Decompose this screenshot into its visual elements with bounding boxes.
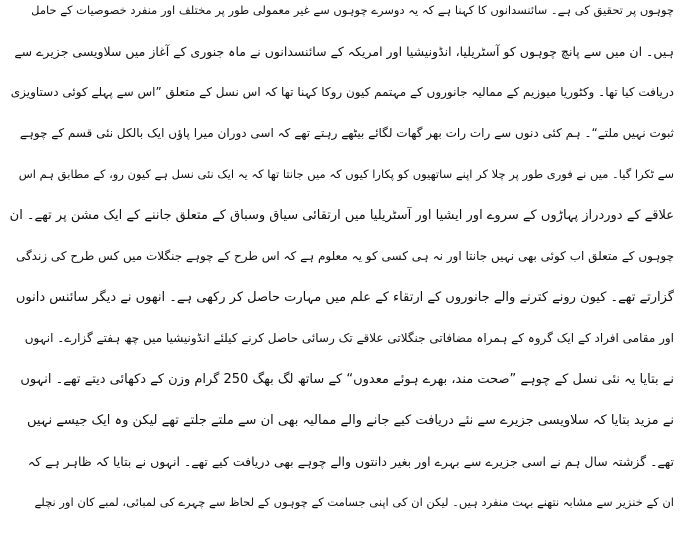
article-line-10: نے بتایا یہ نئی نسل کے چوہے ”صحت مند، بھرے ہوئے معدوں“ کے ساتھ لگ بھگ 250 گرام وزن کے دکھائی دیتے تھے۔ انہوں xyxy=(20,372,674,387)
article-line-13: ان کے خنزیر سے مشابہ نتھنے بہت منفرد ہیں۔ لیکن ان کی اپنی جسامت کے چوہوں کے لحاظ سے چہرے کی لمبائی، لمبے کان اور نچلے xyxy=(34,495,674,509)
article-line-7: چوہوں کے متعلق اب کوئی بھی نہیں جانتا اور نہ ہی کسی کو یہ معلوم ہے کہ اس طرح کے چوہے جنگلات میں کس طرح کی زندگی xyxy=(15,249,674,263)
article-line-5: سے ٹکرا گیا۔ میں نے فوری طور پر چلا کر اپنے ساتھیوں کو پکارا کیوں کہ میں جانتا تھا کہ یہ ایک نئی نسل ہے کیون رو، کے مطابق ہم اس xyxy=(18,167,674,181)
article-line-2: ہیں۔ ان میں سے پانچ چوہوں کو آسٹریلیا، انڈونیشیا اور امریکہ کے سائنسدانوں نے ماہ جنوری کے آغاز میں سلاویسی جزیرے سے xyxy=(14,44,674,59)
article-line-12: تھے۔ گزشتہ سال ہم نے اسی جزیرے سے بہرے اور بغیر دانتوں والے چوہے بھی دریافت کیے تھے۔ انہوں نے بتایا کہ ظاہر ہے کہ xyxy=(27,454,674,469)
article-line-11: نے مزید بتایا کہ سلاویسی جزیرے سے نئے دریافت کیے جانے والے ممالیہ بھی ان سے ملتے جلتے تھے لیکن وہ ایک جیسے نہیں xyxy=(27,413,674,428)
article-line-9: اور مقامی افراد کے ایک گروہ کے ہمراہ مضافاتی جنگلاتی علاقے تک رسائی حاصل کرنے کیلئے انڈونیشیا میں چھ ہفتے گزارے۔ انہوں xyxy=(24,331,674,345)
article-line-8: گزارتے تھے۔ کیون رونے کترنے والے جانوروں کے ارتقاء کے علم میں مہارت حاصل کر رکھی ہے۔ انھوں نے دیگر سائنس دانوں xyxy=(15,290,674,305)
article-line-6: علاقے کے دوردراز پہاڑوں کے سروے اور ایشیا اور آسٹریلیا میں ارتقائی سیاق وسباق کے متعلق جاننے کے ایک مشن پر تھے۔ ان xyxy=(9,208,674,223)
article-line-3: دریافت کیا تھا۔ وکٹوریا میوزیم کے ممالیہ جانوروں کے مہتمم کیون روکا کہنا تھا کہ اس نسل کے متعلق ”اس سے پہلے کوئی دستاویزی xyxy=(10,85,674,99)
article-line-4: ثبوت نہیں ملتے“۔ ہم کئی دنوں سے رات رات بھر گھات لگائے بیٹھے رہتے تھے کہ اسی دوران میرا پاؤں ایک بالکل نئی قسم کے چوہے xyxy=(19,126,674,140)
article-line-1: چوہوں پر تحقیق کی ہے۔ سائنسدانوں کا کہنا ہے کہ یہ دوسرے چوہوں سے غیر معمولی طور پر مختلف اور منفرد خصوصیات کے حامل xyxy=(31,3,674,17)
